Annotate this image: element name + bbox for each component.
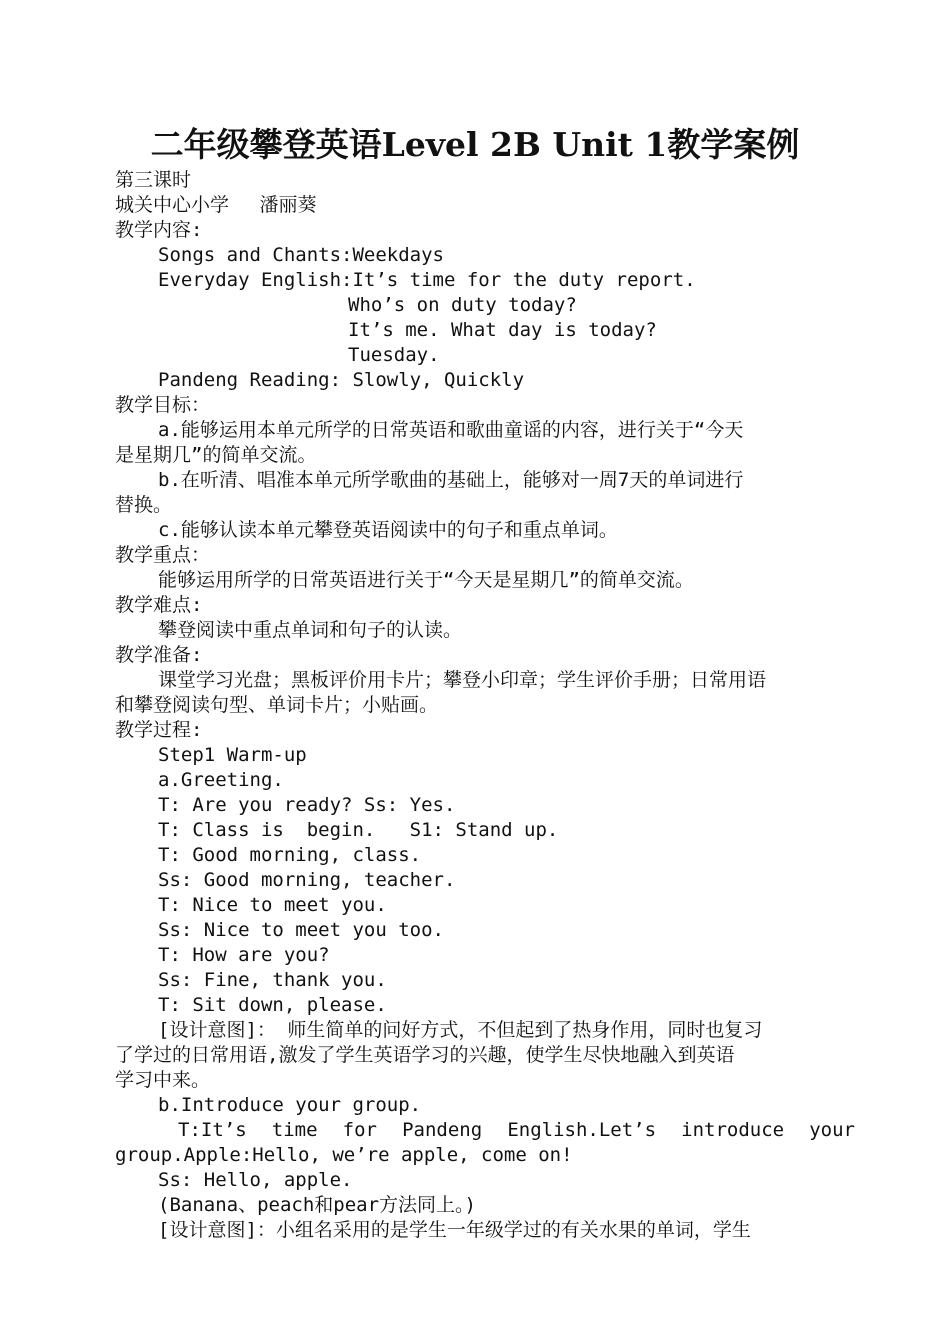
lesson-label: 第三课时 [115,169,192,191]
design-intent-1-line-1: [设计意图]： 师生简单的问好方式，不但起到了热身作用，同时也复习 [158,1019,763,1041]
document-body [115,168,855,1243]
dialogue-line: T: How are you? [158,944,330,966]
prep-line-1: 课堂学习光盘；黑板评价用卡片；攀登小印章；学生评价手册；日常用语 [158,669,767,691]
greeting-heading: a.Greeting. [158,769,284,791]
process-heading: 教学过程: [115,719,203,741]
content-pandeng: Pandeng Reading: Slowly, Quickly [158,369,525,391]
dialogue-line: Ss: Nice to meet you too. [158,919,444,941]
students-hello: Ss: Hello, apple. [158,1169,353,1191]
goal-c: c.能够认读本单元攀登英语阅读中的句子和重点单词。 [158,519,618,541]
goal-a-line-2: 是星期几”的简单交流。 [115,444,317,466]
dialogue-line: T: Nice to meet you. [158,894,387,916]
author-line: 城关中心小学 潘丽葵 [115,194,317,216]
dialogue-line: Ss: Good morning, teacher. [158,869,456,891]
dialogue-line: T: Good morning, class. [158,844,422,866]
goals-heading: 教学目标： [115,394,211,416]
dialogue-line: T: Class is begin. S1: Stand up. [158,819,559,841]
content-everyday-4: Tuesday. [348,344,440,366]
goal-a-line-1: a.能够运用本单元所学的日常英语和歌曲童谣的内容，进行关于“今天 [158,419,744,441]
dialogue-line: Ss: Fine, thank you. [158,969,387,991]
content-everyday-2: Who’s on duty today? [348,294,577,316]
goal-b-line-1: b.在听清、唱准本单元所学歌曲的基础上，能够对一周7天的单词进行 [158,469,744,491]
difficulty-heading: 教学难点: [115,594,203,616]
prep-line-2: 和攀登阅读句型、单词卡片；小贴画。 [115,694,439,716]
prep-heading: 教学准备: [115,644,203,666]
key-heading: 教学重点： [115,544,211,566]
design-intent-1-line-2: 了学过的日常用语,激发了学生英语学习的兴趣，使学生尽快地融入到英语 [115,1044,735,1066]
step1-heading: Step1 Warm-up [158,744,307,766]
teacher-intro-line-2: group.Apple:Hello, we’re apple, come on! [115,1144,573,1166]
teacher-intro-line-1: T:It’s time for Pandeng English.Let’s introduce your [178,1119,855,1141]
content-everyday-1: Everyday English:It’s time for the duty report. [158,269,696,291]
design-intent-1-line-3: 学习中来。 [115,1069,211,1091]
difficulty-text: 攀登阅读中重点单词和句子的认读。 [158,619,463,641]
design-intent-2-line-1: [设计意图]：小组名采用的是学生一年级学过的有关水果的单词，学生 [158,1219,751,1241]
document-title: 二年级攀登英语Level 2B Unit 1教学案例 [150,125,800,164]
key-text: 能够运用所学的日常英语进行关于“今天是星期几”的简单交流。 [158,569,694,591]
introduce-group-heading: b.Introduce your group. [158,1094,422,1116]
content-heading: 教学内容: [115,219,203,241]
same-method-note: (Banana、peach和pear方法同上。) [158,1194,476,1216]
dialogue-line: T: Sit down, please. [158,994,387,1016]
content-songs: Songs and Chants:Weekdays [158,244,444,266]
content-everyday-3: It’s me. What day is today? [348,319,657,341]
dialogue-line: T: Are you ready? Ss: Yes. [158,794,456,816]
goal-b-line-2: 替换。 [115,494,173,516]
